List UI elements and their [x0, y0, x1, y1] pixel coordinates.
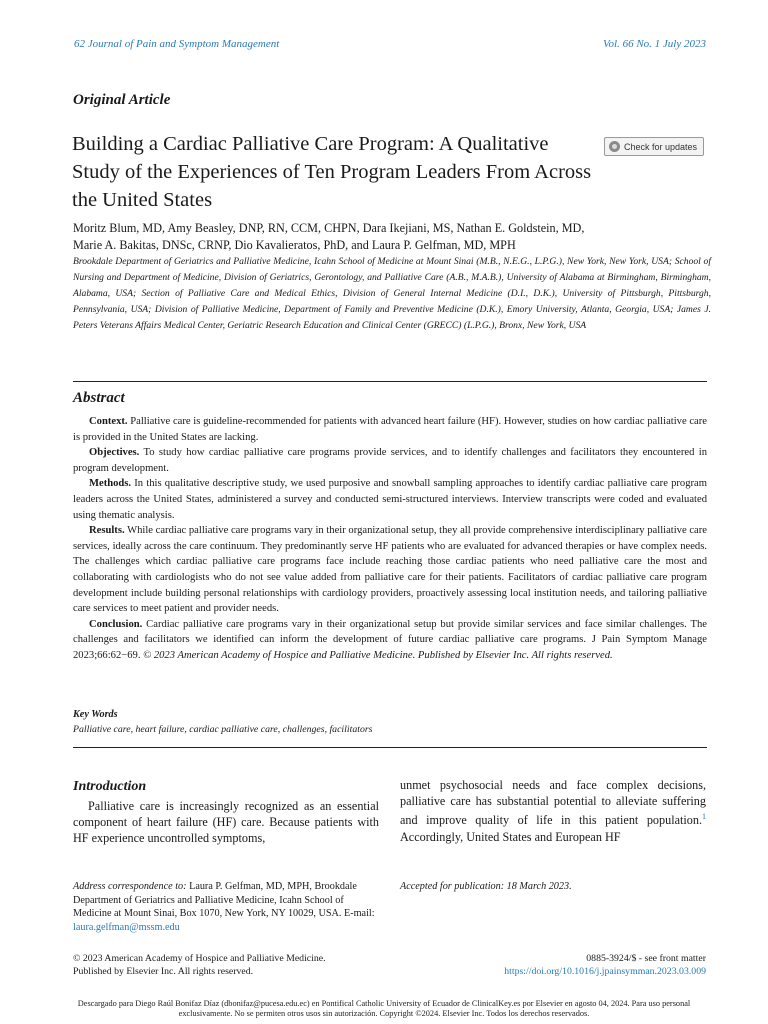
- abstract-objectives-text: To study how cardiac palliative care programs provide services, and to identify challenges and facilitators they encountered in program development.: [73, 447, 707, 474]
- keywords-heading: Key Words: [73, 709, 118, 720]
- introduction-heading: Introduction: [73, 779, 147, 794]
- email-link[interactable]: laura.gelfman@mssm.edu: [73, 921, 180, 933]
- abstract-objectives: [73, 445, 707, 476]
- copyright-line: © 2023 American Academy of Hospice and Palliative Medicine.: [73, 953, 326, 964]
- abstract-context-text: Palliative care is guideline-recommended for patients with advanced heart failure (HF). However, studies on how cardiac palliative care is provided in the United States are lacking.: [73, 416, 707, 443]
- abstract-results-label: Results.: [89, 525, 125, 537]
- check-updates-icon: [609, 141, 620, 152]
- copyright-line: Published by Elsevier Inc. All rights reserved.: [73, 966, 254, 977]
- abstract-context-label: Context.: [89, 416, 128, 427]
- issn-block: [504, 952, 706, 978]
- abstract-results: [73, 523, 707, 617]
- keywords-text: Palliative care, heart failure, cardiac palliative care, challenges, facilitators: [73, 724, 373, 735]
- abstract-conclusion-text: Cardiac palliative care programs vary in their organizational setup but provide similar services and face similar challenges. The challenges and facilitators we identified can inform the development of future cardiac palliative care programs.: [73, 618, 707, 646]
- divider: [73, 747, 707, 748]
- abstract-conclusion: [73, 617, 707, 664]
- copyright-block: [73, 952, 373, 978]
- correspondence-label: Address correspondence to:: [73, 881, 187, 892]
- abstract-heading: Abstract: [73, 390, 125, 406]
- check-for-updates-button[interactable]: [604, 137, 704, 156]
- article-title: Building a Cardiac Palliative Care Program: A Qualitative Study of the Experiences of Ten Program Leaders From Across the United States: [72, 133, 592, 211]
- author-list: [73, 220, 713, 254]
- check-updates-label: Check for updates: [624, 141, 698, 152]
- accepted-date: Accepted for publication: 18 March 2023.: [400, 881, 572, 892]
- doi-link[interactable]: https://doi.org/10.1016/j.jpainsymman.2023.03.009: [504, 966, 706, 977]
- abstract-copyright: © 2023 American Academy of Hospice and Palliative Medicine. Published by Elsevier Inc. All rights reserved.: [143, 649, 613, 661]
- download-notice: Descargado para Diego Raúl Bonifaz Díaz (dbonifaz@pucesa.edu.ec) en Pontifical Catholic University of Ecuador de ClinicalKey.es por Elsevier en agosto 04, 2024. Para uso personal exclusivamente. No se permiten otros usos sin autorización. Copyright ©2024. Elsevier Inc. Todos los derechos reservados.: [77, 999, 691, 1018]
- intro-text: unmet psychosocial needs and face complex decisions, palliative care has substantial potential to alleviate suffering and improve quality of life in this patient population.: [400, 778, 706, 828]
- author-line: Moritz Blum, MD, Amy Beasley, DNP, RN, CCM, CHPN, Dara Ikejiani, MS, Nathan E. Goldstein, MD,: [73, 221, 585, 235]
- abstract-methods: [73, 476, 707, 523]
- introduction-right-column: [400, 777, 706, 845]
- running-head-volume: Vol. 66 No. 1 July 2023: [603, 38, 706, 50]
- correspondence-footnote: [73, 880, 379, 934]
- abstract-methods-label: Methods.: [89, 478, 132, 490]
- reference-link[interactable]: 1: [702, 812, 706, 822]
- abstract-citation: J Pain Symptom Manage 2023;66:62−69.: [73, 634, 707, 661]
- running-head-journal: 62 Journal of Pain and Symptom Management: [74, 38, 280, 50]
- abstract-body: [73, 414, 707, 664]
- affiliations: Brookdale Department of Geriatrics and Palliative Medicine, Icahn School of Medicine at Mount Sinai (M.B., N.E.G., L.P.G.), New York, New York, USA; School of Nursing and Department of Medicine, Division of Geriatrics, Gerontology, and Palliative Care (A.B., M.A.B.), University of Alabama at Birmingham, Birmingham, Alabama, USA; Section of Palliative Care and Medical Ethics, Division of General Internal Medicine (D.I., D.K.), University of Pittsburgh, Pittsburgh, Pennsylvania, USA; Division of Palliative Medicine, Department of Family and Preventive Medicine (D.K.), Emory University, Atlanta, Georgia, USA; James J. Peters Veterans Affairs Medical Center, Geriatric Research Education and Clinical Center (GRECC) (L.P.G.), Bronx, New York, USA: [73, 256, 711, 331]
- abstract-methods-text: In this qualitative descriptive study, we used purposive and snowball sampling approaches to identify cardiac palliative care program leaders across the United States, administered a survey and conducted semi-structured interviews. Interview transcripts were coded and evaluated using thematic analysis.: [73, 478, 707, 521]
- article-type-label: Original Article: [73, 92, 171, 108]
- abstract-results-text: While cardiac palliative care programs vary in their organizational setup, they all provide comprehensive interdisciplinary palliative care services, ideally across the care continuum. They predominantly serve HF patients who are evaluated for advanced therapies or have complex needs. The challenges which cardiac palliative care programs face include reaching those cardiac patients who need palliative care the most and collaborating with cardiologists who do not see value added from palliative care for their patients. Facilitators of cardiac palliative care program development include building personal relationships with cardiology providers, proactively assessing local institution needs, and tailoring palliative care services to meet patient and provider needs.: [73, 525, 707, 615]
- author-line: Marie A. Bakitas, DNSc, CRNP, Dio Kavalieratos, PhD, and Laura P. Gelfman, MD, MPH: [73, 238, 516, 252]
- issn-text: 0885-3924/$ - see front matter: [586, 953, 706, 964]
- correspondence-text: Laura P. Gelfman, MD, MPH, Brookdale Department of Geriatrics and Palliative Medicine, Icahn School of Medicine at Mount Sinai, Box 1070, New York, NY 10029, USA. E-mail:: [73, 881, 375, 919]
- intro-text: Accordingly, United States and European HF: [400, 829, 621, 844]
- introduction-left-column: Palliative care is increasingly recognized as an essential component of heart failure (HF) care. Because patients with HF experience uncontrolled symptoms,: [73, 799, 379, 846]
- abstract-objectives-label: Objectives.: [89, 447, 140, 459]
- abstract-context: [73, 414, 707, 445]
- divider: [73, 381, 707, 382]
- abstract-conclusion-label: Conclusion.: [89, 618, 143, 630]
